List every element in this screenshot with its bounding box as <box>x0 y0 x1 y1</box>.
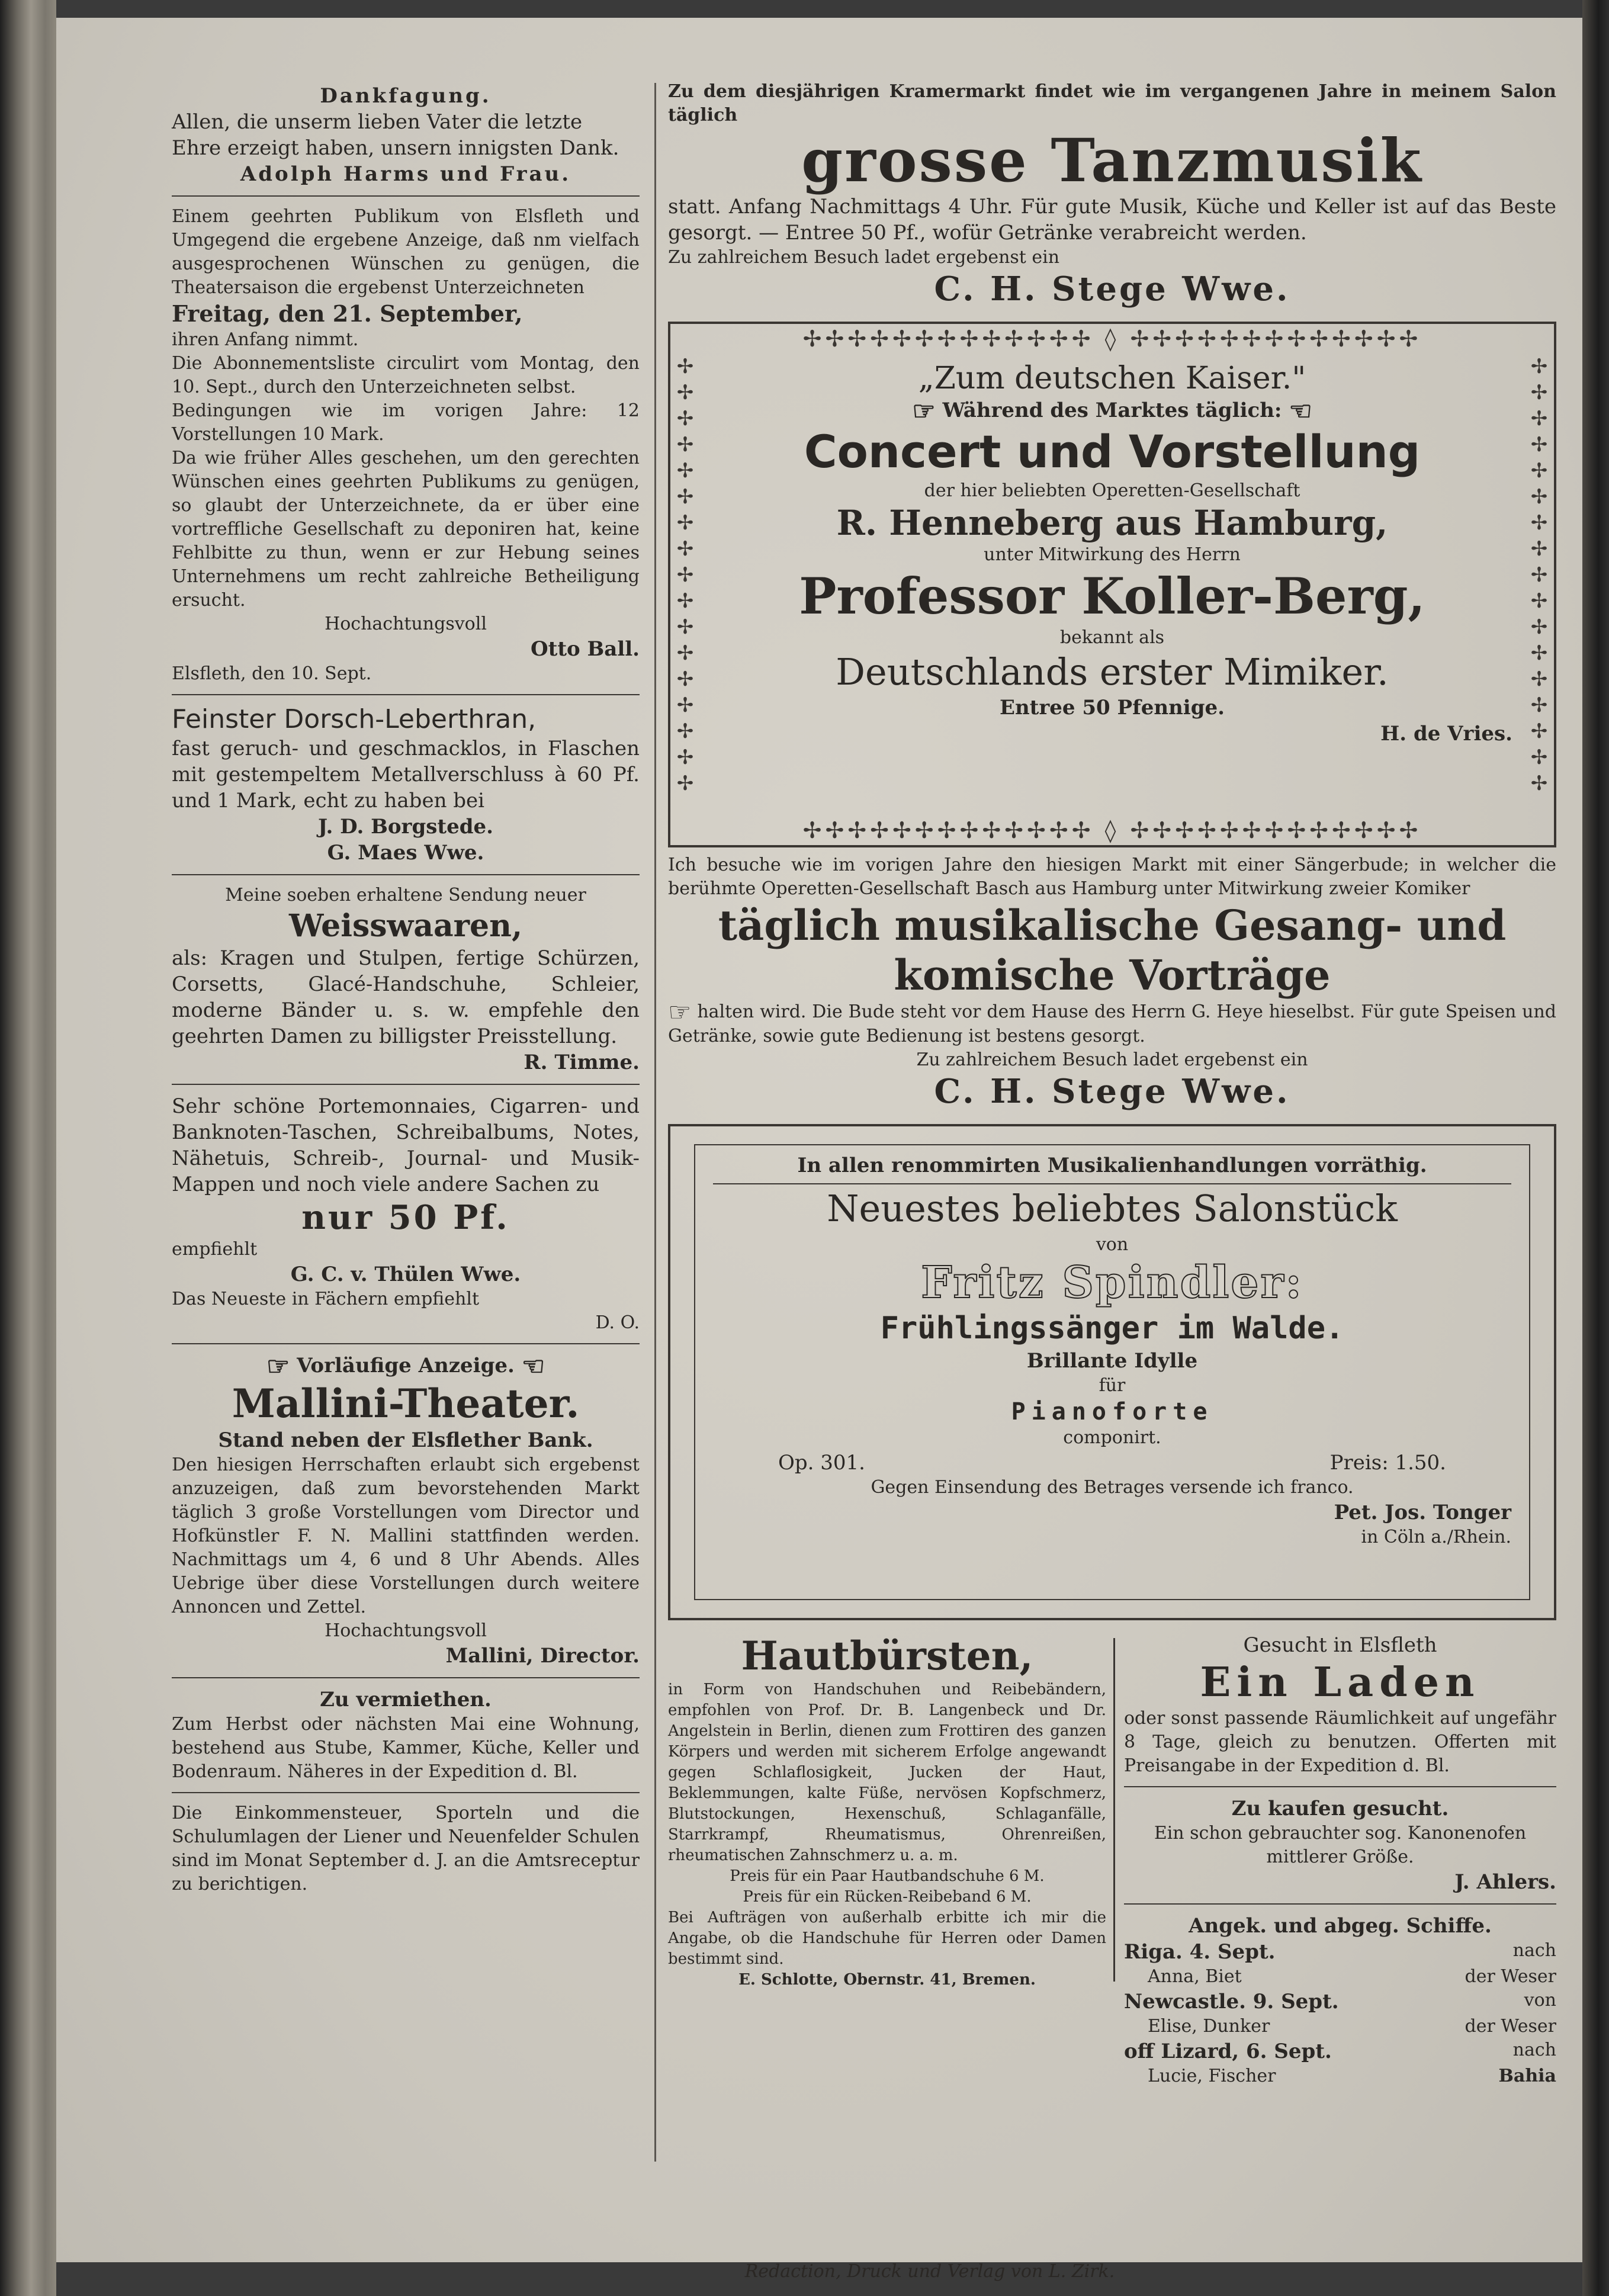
dankfagung-line2: Ehre erzeigt haben, unsern innigsten Dank. <box>172 136 619 160</box>
laden-body: oder sonst passende Räumlichkeit auf ungefähr 8 Tage, gleich zu benutzen. Offerten mit Preisangabe in der Expedition d. Bl. <box>1124 1708 1556 1776</box>
schiffe-row <box>1124 1965 1556 1989</box>
schiffe-dir: nach <box>1512 2040 1556 2060</box>
book-right-edge <box>1582 0 1609 2296</box>
kaiser-content <box>712 359 1512 810</box>
kaiser-professor: Professor Koller-Berg, <box>799 567 1425 625</box>
schiffe-dir: der Weser <box>1465 1966 1556 1987</box>
schiffe-row <box>1124 2038 1556 2064</box>
schiffe-row <box>1124 2064 1556 2088</box>
ad-leberthran <box>172 704 640 866</box>
mallini-stand: Stand neben der Elsflether Bank. <box>218 1428 593 1452</box>
tanzmusik-body: statt. Anfang Nachmittags 4 Uhr. Für gute Musik, Küche und Keller ist auf das Beste gesorgt. — Entree 50 Pf., wofür Getränke verabreicht werden. <box>668 195 1556 245</box>
ad-separator <box>1124 1903 1556 1905</box>
spindler-componirt: componirt. <box>1063 1427 1161 1448</box>
schiffe-title: Angek. und abgeg. Schiffe. <box>1189 1914 1492 1938</box>
schiffe-row <box>1124 1989 1556 2015</box>
kaiser-signer: H. de Vries. <box>1380 722 1512 746</box>
schiffe-place: Newcastle. 9. Sept. <box>1124 1990 1339 2014</box>
leberthran-title: Feinster Dorsch-Leberthran, <box>172 704 537 734</box>
spindler-piece: Frühlingssänger im Walde. <box>880 1311 1344 1346</box>
schiffe-dir: nach <box>1512 1940 1556 1961</box>
schiffe-place: Lucie, Fischer <box>1148 2066 1276 2086</box>
book-spine-edge <box>0 0 56 2296</box>
kanonenofen-signer: J. Ahlers. <box>1454 1870 1556 1894</box>
schiffe-dir: von <box>1524 1990 1556 2011</box>
ad-separator <box>172 1792 640 1793</box>
spindler-content <box>694 1144 1530 1600</box>
spindler-fuer: für <box>1099 1375 1126 1396</box>
ad-kaiser-box <box>668 322 1556 847</box>
tanzmusik-closing: Zu zahlreichem Besuch ladet ergebenst ein <box>668 247 1060 268</box>
dankfagung-line1: Allen, die unserm lieben Vater die letzte <box>172 110 583 134</box>
ornament-border-left: ✢✢✢✢✢✢✢✢✢✢✢✢✢✢✢✢✢ <box>676 355 694 795</box>
saengerbude-title2: komische Vorträge <box>894 950 1331 1000</box>
hautbuersten-body: in Form von Handschuhen und Reibebändern, empfohlen von Prof. Dr. B. Langenbeck und Dr. Angelstein in Berlin, dienen zum Frottiren des ganzen Körpers und werden mit sicherem Erfolge angewandt gegen Schlaflosigkeit, Jucken der Haut, Beklemmungen, kalte Füße, nervösen Kopfschmerz, Blutstockungen, Hexenschuß, Schlaganfälle, Starrkrampf, Rheumatismus, Ohrenreißen, rheumatischen Zahnschmerz u. a. m. <box>668 1681 1106 1864</box>
saengerbude-body2: halten wird. Die Bude steht vor dem Hause des Herrn G. Heye hieselbst. Für gute Speisen und Getränke, sowie gute Bedienung ist bestens gesorgt. <box>668 1001 1556 1046</box>
ad-schiffe <box>1124 1913 1556 2088</box>
mallini-title: Mallini-Theater. <box>232 1380 580 1427</box>
hautbuersten-price1: Preis für ein Paar Hautbandschuhe 6 M. <box>730 1867 1045 1885</box>
schiffe-row <box>1124 2015 1556 2038</box>
ad-laden <box>1124 1632 1556 1778</box>
ad-theater-saison <box>172 205 640 686</box>
vermiethen-title: Zu vermiethen. <box>320 1688 492 1711</box>
pointing-hand-icon: ☜ <box>1289 396 1312 426</box>
theater-intro: Einem geehrten Publikum von Elsfleth und Umgegend die ergebene Anzeige, daß nm vielfach ausgesprochenen Wünschen zu genügen, die Theatersaison die ergebenst Unterzeichneten <box>172 206 640 298</box>
theater-bedingungen: Bedingungen wie im vorigen Jahre: 12 Vorstellungen 10 Mark. <box>172 400 640 445</box>
kaiser-known: bekannt als <box>1059 627 1165 648</box>
right-column <box>668 80 1556 2086</box>
tanzmusik-signer: C. H. Stege Wwe. <box>934 269 1290 309</box>
mallini-signer: Mallini, Director. <box>445 1644 640 1668</box>
dankfagung-title: Dankfagung. <box>320 84 492 108</box>
schiffe-place: Elise, Dunker <box>1148 2016 1270 2037</box>
kaiser-entree: Entree 50 Pfennige. <box>1000 696 1225 720</box>
leberthran-seller2: G. Maes Wwe. <box>327 841 484 865</box>
portemonnaies-signer: G. C. v. Thülen Wwe. <box>290 1263 521 1286</box>
kaiser-troupe: R. Henneberg aus Hamburg, <box>836 503 1388 543</box>
theater-start: ihren Anfang nimmt. <box>172 329 359 350</box>
bottom-ads-split <box>668 1632 1556 2086</box>
theater-date: Freitag, den 21. September, <box>172 300 523 327</box>
kaiser-sub-line <box>712 397 1512 425</box>
kaiser-title: Concert und Vorstellung <box>804 425 1421 478</box>
ornament-border-bottom: ✢✢✢✢✢✢✢✢✢✢✢✢✢ ◊ ✢✢✢✢✢✢✢✢✢✢✢✢✢ <box>802 817 1422 843</box>
hautbuersten-price2: Preis für ein Rücken-Reibeband 6 M. <box>743 1888 1032 1906</box>
schiffe-dir: der Weser <box>1465 2016 1556 2037</box>
pointing-hand-icon: ☞ <box>668 997 692 1027</box>
portemonnaies-initials: D. O. <box>595 1312 640 1333</box>
ad-separator <box>1124 1786 1556 1787</box>
leberthran-body: fast geruch- und geschmacklos, in Flaschen mit gestempeltem Metallverschluss à 60 Pf. und 1 Mark, echt zu haben bei <box>172 737 640 813</box>
column-divider <box>654 83 656 2162</box>
ad-hautbuersten <box>668 1632 1106 1990</box>
ad-kanonenofen <box>1124 1796 1556 1895</box>
ad-separator <box>172 1677 640 1678</box>
ad-vermiethen <box>172 1687 640 1784</box>
spindler-instrument: Pianoforte <box>1011 1398 1213 1425</box>
ad-separator <box>172 1343 640 1344</box>
kaiser-troupe-pre: der hier beliebten Operetten-Gesellschaft <box>924 480 1300 501</box>
weisswaaren-intro: Meine soeben erhaltene Sendung neuer <box>225 885 586 905</box>
schiffe-place: off Lizard, 6. Sept. <box>1124 2040 1332 2063</box>
theater-greeting: Hochachtungsvoll <box>325 614 487 634</box>
mallini-pre: Vorläufige Anzeige. <box>297 1354 515 1377</box>
pointing-hand-icon: ☞ <box>912 396 936 426</box>
ad-separator <box>172 874 640 875</box>
spindler-von: von <box>1096 1234 1129 1255</box>
saengerbude-closing: Zu zahlreichem Besuch ladet ergebenst ein <box>916 1049 1308 1070</box>
portemonnaies-note: Das Neueste in Fächern empfiehlt <box>172 1289 480 1309</box>
spindler-genre: Brillante Idylle <box>1026 1349 1198 1373</box>
steuer-body: Die Einkommensteuer, Sporteln und die Schulumlagen der Liener und Neuenfelder Schulen sind im Monat September d. J. an die Amtsreceptur zu berichtigen. <box>172 1803 640 1894</box>
schiffe-dir: Bahia <box>1498 2066 1556 2086</box>
theater-abo: Die Abonnementsliste circulirt vom Montag, den 10. Sept., durch den Unterzeichneten selbst. <box>172 353 640 397</box>
spindler-header: In allen renommirten Musikalienhandlungen vorräthig. <box>713 1152 1511 1184</box>
saengerbude-body: Ich besuche wie im vorigen Jahre den hiesigen Markt mit einer Sängerbude; in welcher die berühmte Operetten-Gesellschaft Basch aus Hamburg unter Mitwirkung zweier Komiker <box>668 855 1556 899</box>
spindler-city: in Cöln a./Rhein. <box>1361 1527 1511 1547</box>
kaiser-mimic: Deutschlands erster Mimiker. <box>836 650 1389 693</box>
kaiser-name: „Zum deutschen Kaiser." <box>918 361 1306 396</box>
ad-mallini <box>172 1353 640 1669</box>
weisswaaren-title: Weisswaaren, <box>288 908 523 944</box>
pointing-hand-icon: ☜ <box>521 1351 545 1382</box>
kaiser-with: unter Mitwirkung des Herrn <box>984 544 1241 565</box>
ad-weisswaaren <box>172 884 640 1075</box>
weisswaaren-signer: R. Timme. <box>524 1051 640 1074</box>
theater-body: Da wie früher Alles geschehen, um den gerechten Wünschen eines geehrten Publikums zu genügen, so glaubt der Unterzeichnete, da er über eine vortreffliche Gesellschaft zu deponiren hat, keine Fehlbitte zu thun, wenn er zur Hebung seines Unternehmens um recht zahlreiche Betheiligung ersucht. <box>172 448 640 611</box>
kanonenofen-body: Ein schon gebrauchter sog. Kanonenofen mittlerer Größe. <box>1154 1823 1527 1867</box>
left-column <box>172 83 640 1896</box>
weisswaaren-body: als: Kragen und Stulpen, fertige Schürzen, Corsetts, Glacé-Handschuhe, Schleier, moderne Bänder u. s. w. empfehle den geehrten Damen zu billigster Preisstellung. <box>172 946 640 1048</box>
saengerbude-title1: täglich musikalische Gesang- und <box>718 901 1507 950</box>
kaiser-sub: Während des Marktes täglich: <box>942 399 1282 422</box>
ad-separator <box>172 195 640 197</box>
right-small-ads <box>1124 1632 1556 2088</box>
portemonnaies-price: nur 50 Pf. <box>301 1198 510 1237</box>
dankfagung-signer: Adolph Harms und Frau. <box>240 162 571 186</box>
column-divider <box>1113 1638 1115 1982</box>
kanonenofen-title: Zu kaufen gesucht. <box>1231 1797 1449 1820</box>
ad-tanzmusik <box>668 80 1556 309</box>
saengerbude-body2-line <box>668 997 1556 1048</box>
spindler-title: Neuestes beliebtes Salonstück <box>827 1187 1398 1230</box>
tanzmusik-title: grosse Tanzmusik <box>801 126 1423 195</box>
schiffe-row <box>1124 1939 1556 1965</box>
hautbuersten-title: Hautbürsten, <box>741 1633 1033 1679</box>
schiffe-place: Anna, Biet <box>1148 1966 1242 1987</box>
mallini-greeting: Hochachtungsvoll <box>325 1620 487 1641</box>
pointing-hand-icon: ☞ <box>266 1351 290 1382</box>
theater-place-date: Elsfleth, den 10. Sept. <box>172 663 372 684</box>
laden-title: Ein Laden <box>1200 1659 1480 1706</box>
hautbuersten-note: Bei Aufträgen von außerhalb erbitte ich mir die Angabe, ob die Handschuhe für Herren oder Damen bestimmt sind. <box>668 1909 1106 1968</box>
theater-signer: Otto Ball. <box>531 637 640 661</box>
spindler-opus: Op. 301. <box>778 1451 865 1475</box>
ad-dankfagung <box>172 83 640 187</box>
schiffe-place: Riga. 4. Sept. <box>1124 1940 1276 1964</box>
mallini-body: Den hiesigen Herrschaften erlaubt sich ergebenst anzuzeigen, daß zum bevorstehenden Markt täglich 3 große Vorstellungen vom Director und Hofkünstler F. N. Mallini stattfinden werden. Nachmittags um 4, 6 und 8 Uhr Abends. Alles Uebrige über diese Vorstellungen durch weitere Annoncen und Zettel. <box>172 1454 640 1617</box>
laden-pre: Gesucht in Elsfleth <box>1243 1633 1437 1657</box>
hautbuersten-signer: E. Schlotte, Obernstr. 41, Bremen. <box>738 1971 1036 1989</box>
ornament-border-top: ✢✢✢✢✢✢✢✢✢✢✢✢✢ ◊ ✢✢✢✢✢✢✢✢✢✢✢✢✢ <box>802 326 1422 352</box>
spindler-order: Gegen Einsendung des Betrages versende ich franco. <box>871 1477 1354 1498</box>
ad-separator <box>172 694 640 695</box>
tanzmusik-intro: Zu dem diesjährigen Kramermarkt findet wie im vergangenen Jahre in meinem Salon täglich <box>668 81 1556 126</box>
saengerbude-signer: C. H. Stege Wwe. <box>934 1072 1290 1111</box>
portemonnaies-recommend: empfiehlt <box>172 1239 258 1260</box>
spindler-opus-row <box>713 1450 1511 1476</box>
imprint-line: Redaction, Druck und Verlag von L. Zirk. <box>744 2261 1115 2282</box>
vermiethen-body: Zum Herbst oder nächsten Mai eine Wohnung, bestehend aus Stube, Kammer, Küche, Keller und Bodenraum. Näheres in der Expedition d. Bl. <box>172 1714 640 1782</box>
portemonnaies-body: Sehr schöne Portemonnaies, Cigarren- und Banknoten-Taschen, Schreibalbums, Notes, Nähetuis, Schreib-, Journal- und Musik-Mappen und noch viele andere Sachen zu <box>172 1094 640 1196</box>
mallini-pre-line <box>172 1353 640 1380</box>
ornament-border-right: ✢✢✢✢✢✢✢✢✢✢✢✢✢✢✢✢✢ <box>1530 355 1548 795</box>
ad-spindler-box <box>668 1124 1556 1620</box>
ad-steuer <box>172 1802 640 1896</box>
ad-portemonnaies <box>172 1093 640 1335</box>
ad-separator <box>172 1084 640 1085</box>
spindler-preis: Preis: 1.50. <box>1329 1451 1446 1475</box>
spindler-seller: Pet. Jos. Tonger <box>1334 1501 1511 1524</box>
ad-saengerbude <box>668 853 1556 1111</box>
spindler-composer: Fritz Spindler: <box>921 1257 1303 1308</box>
leberthran-seller1: J. D. Borgstede. <box>318 815 493 839</box>
